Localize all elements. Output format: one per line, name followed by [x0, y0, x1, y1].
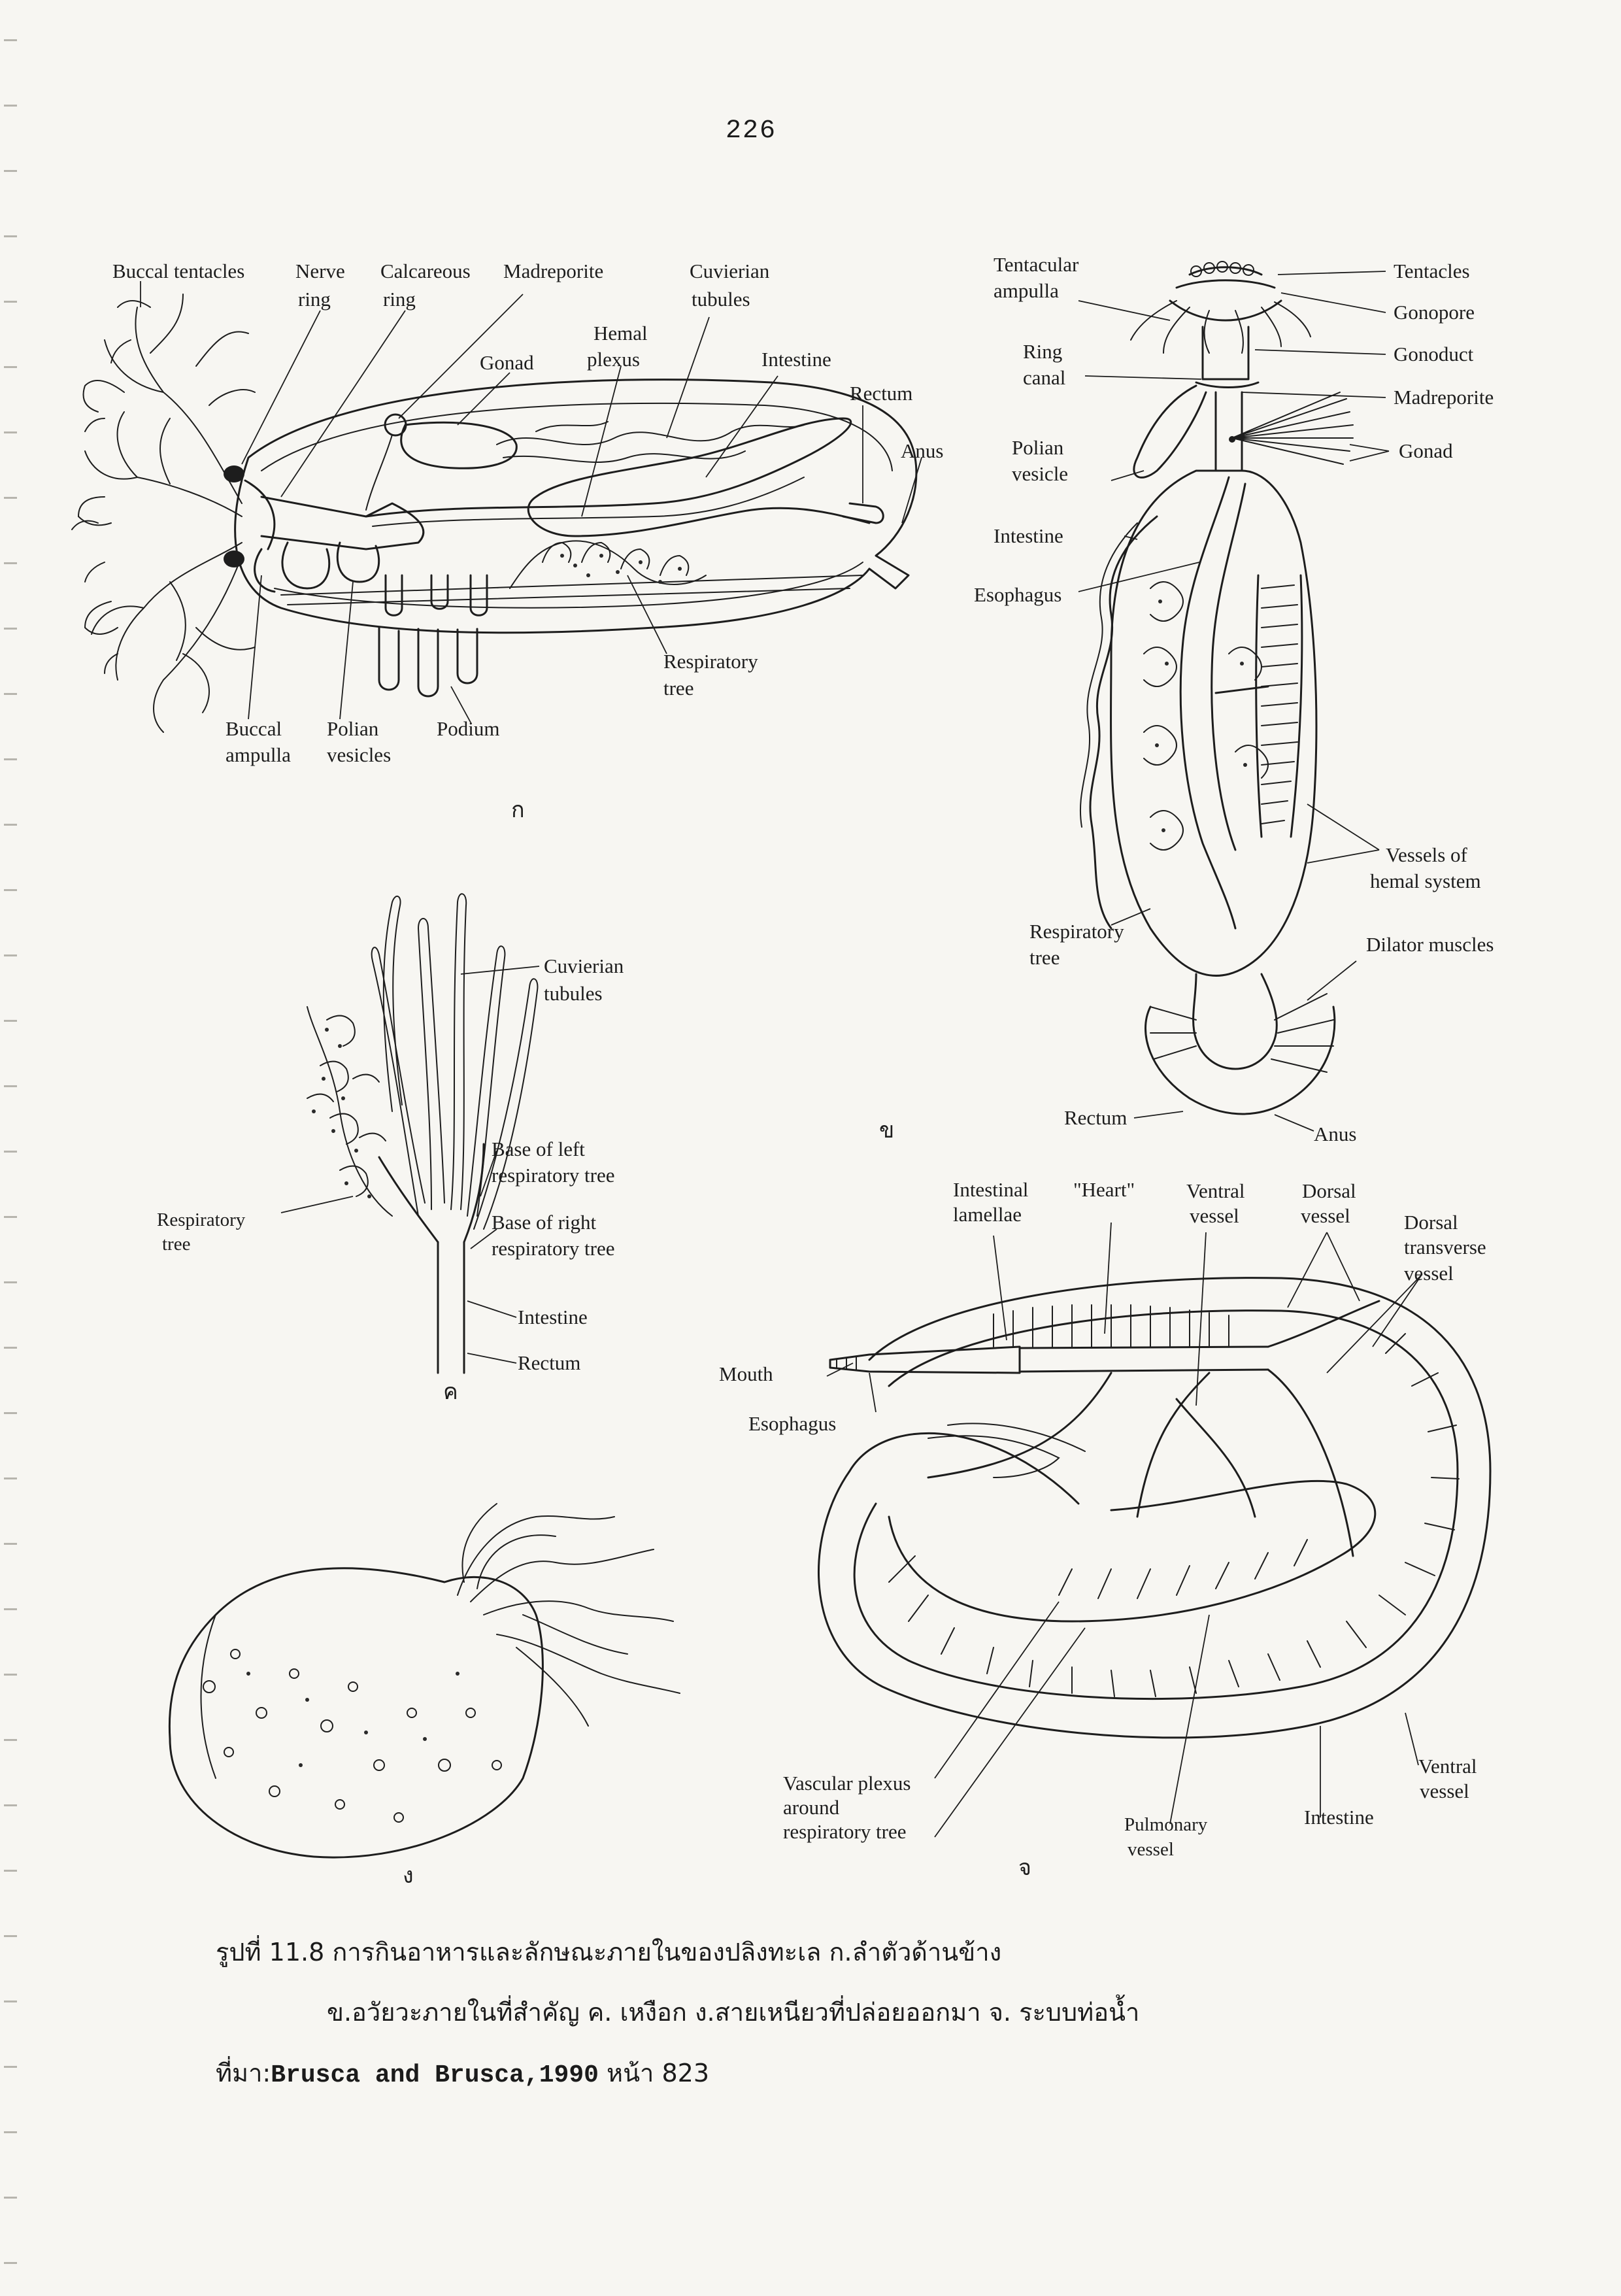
- label-gonopore: Gonopore: [1394, 301, 1475, 324]
- label-intestinal-lamellae: Intestinal: [953, 1178, 1029, 1201]
- label-ventral-vessel-right: Ventral: [1418, 1755, 1477, 1778]
- respiratory-tree-b-drawing: [1144, 582, 1268, 850]
- podium-drawing: [379, 628, 477, 696]
- rectum-c-drawing: [438, 1242, 464, 1373]
- label-dilator-muscles: Dilator muscles: [1366, 933, 1494, 956]
- respiratory-tree-e-drawing: [928, 1423, 1085, 1477]
- source-page: หน้า 823: [598, 2059, 709, 2087]
- caption-line-1: รูปที่ 11.8 การกินอาหารและลักษณะภายในของปลิงทะเล ก.ลำตัวด้านข้าง: [216, 1938, 1002, 1967]
- label-line: vessel: [1128, 1839, 1174, 1860]
- body-d-outline: [169, 1568, 543, 1857]
- label-nerve-ring: Nerve: [295, 260, 345, 282]
- label-line: canal: [1023, 366, 1066, 389]
- rectum-drawing: [843, 503, 883, 523]
- label-intestine-b: Intestine: [994, 524, 1063, 547]
- label-esophagus-b: Esophagus: [974, 583, 1062, 606]
- label-anus-b: Anus: [1314, 1123, 1357, 1145]
- stipple-d: [203, 1649, 501, 1822]
- label-line: plexus: [587, 348, 640, 371]
- label-anus-a: Anus: [901, 439, 944, 462]
- panel-a-lateral-view: [72, 260, 943, 823]
- panel-b-letter: ข: [879, 1117, 895, 1143]
- label-line: tubules: [692, 288, 750, 311]
- label-line: tree: [162, 1234, 191, 1255]
- label-madreporite-a: Madreporite: [503, 260, 604, 282]
- label-tentacles: Tentacles: [1394, 260, 1470, 282]
- label-dorsal-vessel: Dorsal: [1302, 1179, 1356, 1202]
- label-heart: "Heart": [1073, 1178, 1135, 1201]
- label-line: ring: [383, 288, 416, 311]
- source-citation: Brusca and Brusca,1990: [271, 2061, 599, 2089]
- buccal-tentacles-drawing: [72, 294, 255, 732]
- dilator-muscles-drawing: [1150, 994, 1333, 1072]
- label-base-right-respiratory-tree: Base of right: [492, 1211, 597, 1234]
- label-podium: Podium: [437, 717, 500, 740]
- label-line: respiratory tree: [783, 1820, 907, 1843]
- label-pulmonary-vessel: Pulmonary: [1124, 1814, 1208, 1835]
- label-gonad-a: Gonad: [480, 351, 534, 374]
- respiratory-tree-c-drawing: [307, 1007, 392, 1216]
- gonad-drawing: [401, 422, 517, 468]
- buccal-ampulla-drawing: [255, 549, 275, 592]
- label-rectum-c: Rectum: [518, 1351, 581, 1374]
- panel-e-letter: จ: [1018, 1855, 1031, 1881]
- caption-line-2: ข.อวัยวะภายในที่สำคัญ ค. เหงือก ง.สายเหนียวที่ปล่อยออกมา จ. ระบบท่อน้ำ: [327, 1998, 1140, 2027]
- label-line: around: [783, 1796, 840, 1819]
- label-line: respiratory tree: [492, 1237, 615, 1260]
- label-ring-canal: Ring: [1023, 340, 1063, 363]
- esophagus-drawing: [1180, 477, 1235, 928]
- label-rectum-a: Rectum: [850, 382, 913, 405]
- label-tentacular-ampulla: Tentacular: [994, 253, 1079, 276]
- label-line: vessel: [1190, 1204, 1239, 1227]
- label-polian-vesicles: Polian: [327, 717, 379, 740]
- figure-source: [216, 2053, 709, 2093]
- label-mouth: Mouth: [719, 1362, 773, 1385]
- label-line: tree: [663, 677, 694, 700]
- panel-d-letter: ง: [403, 1863, 414, 1889]
- label-esophagus-e: Esophagus: [748, 1412, 837, 1435]
- label-polian-vesicle: Polian: [1012, 436, 1064, 459]
- panel-b-internal-organs: [879, 253, 1494, 1145]
- label-gonoduct: Gonoduct: [1394, 343, 1474, 365]
- label-line: ring: [298, 288, 331, 311]
- label-line: vesicles: [327, 743, 392, 766]
- source-prefix: ที่มา:: [216, 2059, 271, 2087]
- label-dorsal-transverse-vessel: Dorsal: [1404, 1211, 1458, 1234]
- panel-a-letter: ก: [511, 797, 525, 823]
- intestine-wavy-drawing: [1090, 516, 1157, 928]
- gonad-tufts-drawing: [1229, 392, 1353, 464]
- label-respiratory-tree-b: Respiratory: [1029, 920, 1124, 943]
- figure-caption: [216, 1922, 1556, 2042]
- panel-c-letter: ค: [443, 1379, 458, 1405]
- ventral-vessel-drawing: [928, 1373, 1255, 1517]
- cuvierian-tubules-drawing: [497, 422, 804, 462]
- panel-e-hemal-system: [719, 1178, 1490, 1881]
- panel-c-respiratory-tree: [157, 894, 624, 1405]
- label-buccal-tentacles: Buccal tentacles: [112, 260, 245, 282]
- hemal-vessels-drawing: [1262, 585, 1297, 824]
- cloaca-drawing: [1194, 974, 1277, 1069]
- tubules-d-drawing: [458, 1504, 680, 1726]
- label-intestine-e: Intestine: [1304, 1806, 1374, 1829]
- label-line: ampulla: [994, 279, 1059, 302]
- label-cuvierian-tubules-c: Cuvierian: [544, 954, 624, 977]
- page-number: 226: [726, 116, 777, 146]
- label-line: tree: [1029, 946, 1060, 969]
- label-line: vessel: [1301, 1204, 1350, 1227]
- label-line: lamellae: [953, 1203, 1022, 1226]
- tentacle-crown-drawing: [1170, 267, 1281, 320]
- label-respiratory-tree-c: Respiratory: [157, 1209, 246, 1230]
- polian-vesicle-drawing: [1134, 386, 1206, 477]
- label-line: ampulla: [226, 743, 291, 766]
- label-rectum-b: Rectum: [1064, 1106, 1128, 1129]
- label-line: vessel: [1404, 1262, 1454, 1285]
- dorsal-vessel-drawing: [1268, 1301, 1379, 1556]
- label-madreporite-b: Madreporite: [1394, 386, 1494, 409]
- label-line: vessel: [1420, 1780, 1469, 1802]
- label-line: tubules: [544, 982, 603, 1005]
- label-vascular-plexus: Vascular plexus: [783, 1772, 911, 1795]
- label-line: respiratory tree: [492, 1164, 615, 1187]
- madreporite-drawing: [385, 414, 406, 435]
- label-intestine-c: Intestine: [518, 1306, 588, 1328]
- label-gonad-b: Gonad: [1399, 439, 1453, 462]
- label-ventral-vessel-top: Ventral: [1186, 1179, 1245, 1202]
- label-vessels-hemal-system: Vessels of: [1386, 843, 1467, 866]
- label-line: hemal system: [1370, 869, 1481, 892]
- label-buccal-ampulla: Buccal: [226, 717, 282, 740]
- esophagus-e-drawing: [830, 1347, 1020, 1373]
- nerve-ring-mark: [224, 465, 244, 482]
- label-line: vesicle: [1012, 462, 1069, 485]
- label-line: transverse: [1404, 1236, 1486, 1258]
- label-cuvierian-tubules-a: Cuvierian: [690, 260, 770, 282]
- panel-d-expelled-tubules: [169, 1504, 680, 1889]
- label-intestine-a: Intestine: [761, 348, 831, 371]
- label-calcareous-ring: Calcareous: [380, 260, 471, 282]
- label-hemal-plexus: Hemal: [593, 322, 648, 345]
- label-base-left-respiratory-tree: Base of left: [492, 1138, 585, 1160]
- label-respiratory-tree-a: Respiratory: [663, 650, 758, 673]
